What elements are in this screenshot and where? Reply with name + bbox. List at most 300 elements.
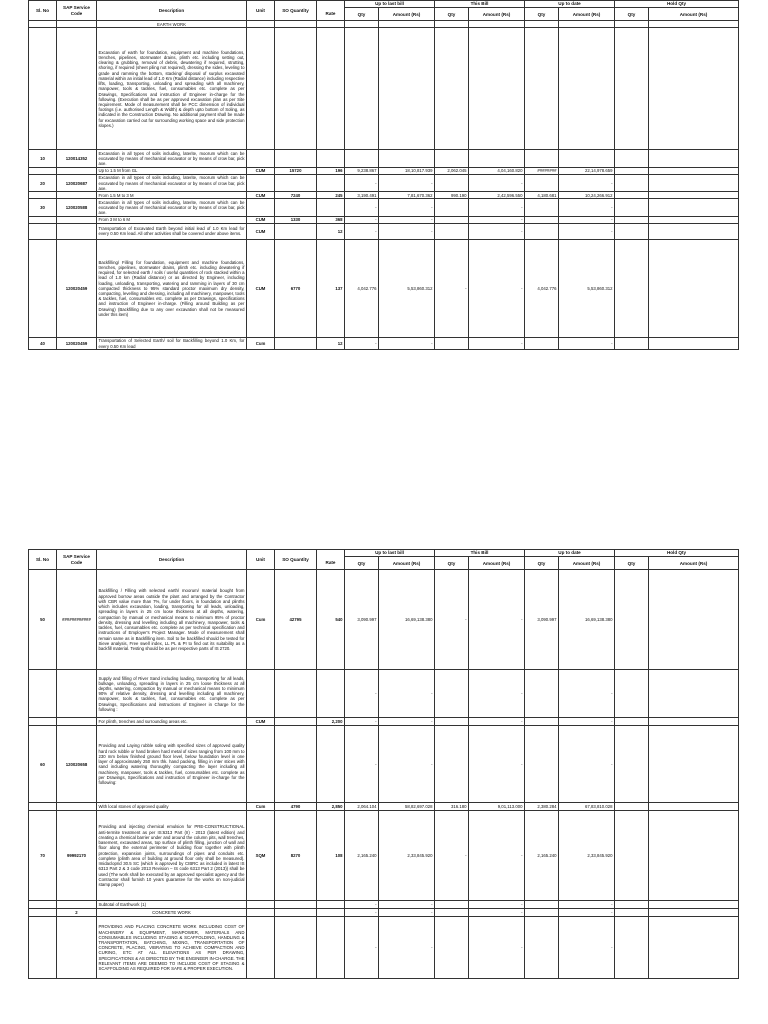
cell-this-qty: [435, 909, 469, 917]
cell-this-amount: -: [469, 917, 525, 979]
cell-todate-qty: 3,090.997: [525, 570, 559, 670]
cell-todate-amount: -: [559, 174, 615, 191]
cell-unit: [247, 199, 275, 216]
header-rate: Rate: [317, 8, 345, 21]
cell-description: Excavation in all types of soils including, laterite, moorum which can be excavated by means of mechanical excavator or by means of crow bar, pick axe.: [98, 199, 245, 216]
cell-this-qty: [435, 917, 469, 979]
cell-this-qty: -: [435, 570, 469, 670]
cell-hold-qty: [615, 909, 649, 917]
cell-todate-qty: 4,042.776: [525, 239, 559, 337]
header-qty: Qty: [615, 8, 649, 21]
cell-rate: [317, 21, 345, 28]
cell-so-quantity: [275, 21, 317, 28]
cell-todate-qty: [525, 150, 559, 167]
cell-hold-qty: [615, 199, 649, 216]
cell-hold-qty: [615, 216, 649, 223]
header-qty: Qty: [525, 8, 559, 21]
cell-so-quantity: [275, 726, 317, 803]
boq-table-block-2: [28, 549, 738, 979]
cell-this-amount: -: [469, 811, 525, 901]
boq-table: [28, 549, 739, 979]
table-row: [29, 174, 739, 191]
cell-todate-amount: 5,53,860.312: [559, 239, 615, 337]
cell-sap-code: ############: [57, 570, 97, 670]
cell-last-amount: -: [379, 337, 435, 349]
cell-sap-code: 120014352: [57, 150, 97, 167]
cell-this-qty: [435, 150, 469, 167]
cell-this-amount: -: [469, 216, 525, 223]
cell-description: Backfilling / Filling with selected earth/ moorum/ material bought from approved borrow areas outside the plant and arranged by the Contractor with CBR value more than 7%, for under floors, in foundation and plinths which includes excavation, loading, transporting for all leads, unloading, spreading in layers in 25 cm loose thickness at all depths, watering, compaction by manual or mechanical means to minimum 95% of proctor density, dressing and levelling including all machinery, manpower, tools & tackles, fuel, consumables etc. complete as per technical specification and instructions of Employer's Project Manager. Mode of measurement shall remain same as in Backfilling item. Soil to be backfilled should be tested for Sieve analysis, Free swell index, LL PL & PI to find out its suitability as a backfill material. Testing should be as per respective parts of IS 2720.: [97, 570, 247, 670]
cell-so-quantity: 6770: [275, 239, 317, 337]
cell-hold-qty: [615, 718, 649, 726]
cell-last-amount: -: [379, 726, 435, 803]
cell-sl-no: [29, 670, 57, 718]
cell-unit: [247, 28, 275, 150]
cell-hold-qty: [615, 21, 649, 28]
cell-hold-amount: [649, 21, 739, 28]
cell-description: Excavation in all types of soils including, laterite, moorum which can be excavated by means of mechanical excavator or by means of crow bar, pick axe.: [98, 175, 245, 191]
cell-sap-code: 120020459: [57, 337, 97, 349]
cell-this-qty: [435, 901, 469, 909]
cell-sl-no: [29, 192, 57, 199]
cell-hold-amount: [649, 726, 739, 803]
cell-sl-no: [29, 21, 57, 28]
cell-this-amount: 4,04,160.820: [469, 167, 525, 174]
cell-unit: CUM: [247, 167, 275, 174]
cell-rate: [317, 917, 345, 979]
cell-unit: [247, 150, 275, 167]
cell-hold-qty: [615, 726, 649, 803]
cell-this-qty: [435, 21, 469, 28]
cell-this-amount: -: [469, 199, 525, 216]
cell-description: EARTH WORK: [97, 21, 247, 28]
header-amount: Amount (Rs): [469, 8, 525, 21]
cell-this-amount: -: [469, 718, 525, 726]
cell-this-qty: [435, 726, 469, 803]
cell-sap-code: 120020588: [57, 199, 97, 216]
cell-todate-amount: -: [559, 726, 615, 803]
cell-last-qty: 2,165.240: [345, 811, 379, 901]
cell-rate: [317, 28, 345, 150]
header-amount: Amount (Rs): [649, 8, 739, 21]
cell-unit: CUM: [247, 216, 275, 223]
cell-this-qty: [435, 216, 469, 223]
cell-this-qty: -: [435, 811, 469, 901]
cell-todate-amount: -: [559, 337, 615, 349]
cell-rate: [317, 901, 345, 909]
cell-todate-amount: -: [559, 670, 615, 718]
cell-todate-qty: [525, 21, 559, 28]
cell-hold-qty: [615, 28, 649, 150]
cell-todate-qty: [525, 223, 559, 239]
cell-sap-code: [57, 718, 97, 726]
cell-so-quantity: 8270: [275, 811, 317, 901]
cell-sl-no: [29, 718, 57, 726]
cell-todate-amount: -: [559, 917, 615, 979]
cell-hold-qty: [615, 917, 649, 979]
table-row: [29, 570, 739, 670]
header-up-to-date: Up to date: [525, 1, 615, 8]
cell-last-qty: [345, 28, 379, 150]
cell-sl-no: 20: [29, 174, 57, 191]
cell-this-qty: 2,062.045: [435, 167, 469, 174]
cell-hold-qty: [615, 803, 649, 811]
cell-sap-code: [57, 192, 97, 199]
cell-todate-qty: [525, 28, 559, 150]
cell-sap-code: [57, 28, 97, 150]
header-qty: Qty: [435, 557, 469, 570]
cell-hold-amount: [649, 223, 739, 239]
cell-description: CONCRETE WORK: [97, 909, 247, 917]
table-row: [29, 167, 739, 174]
cell-sl-no: 30: [29, 199, 57, 216]
cell-last-amount: -: [379, 917, 435, 979]
cell-rate: [317, 150, 345, 167]
cell-last-qty: -: [345, 199, 379, 216]
header-sl-no: Sl. No: [29, 1, 57, 21]
header-this-bill: This Bill: [435, 550, 525, 557]
cell-sap-code: 120020459: [57, 239, 97, 337]
cell-this-amount: -: [469, 901, 525, 909]
cell-last-qty: -: [345, 223, 379, 239]
cell-this-qty: 990.190: [435, 192, 469, 199]
cell-last-qty: [345, 150, 379, 167]
cell-last-qty: 9,238.867: [345, 167, 379, 174]
cell-last-amount: 2,33,845.920: [379, 811, 435, 901]
cell-rate: 245: [317, 192, 345, 199]
table-row: [29, 199, 739, 216]
cell-todate-amount: -: [559, 216, 615, 223]
cell-description: Subtotal of Earthwork (1): [97, 901, 247, 909]
cell-description: Providing and Laying rubble soling with specified sizes of approved quality hard rock rubble or hand broken hard metal of sizes ranging from 100 mm to 230 mm below finished ground floor level, below foundation level in one layer of approximately 250 mm thk. hand packing, filling in inter stices with sand including watering thoroughly compacting the layer including all machinery, manpower, tools & tackles, fuel, consumables etc. complete as per Drawings, Specifications and instruction of Engineer in-charge for the following:: [97, 726, 247, 803]
cell-last-qty: -: [345, 337, 379, 349]
cell-sl-no: [29, 223, 57, 239]
cell-last-qty: -: [345, 216, 379, 223]
cell-todate-qty: 2,165.240: [525, 811, 559, 901]
cell-so-quantity: [275, 28, 317, 150]
cell-todate-qty: [525, 726, 559, 803]
cell-so-quantity: [275, 150, 317, 167]
cell-last-amount: -: [379, 223, 435, 239]
cell-todate-qty: [525, 901, 559, 909]
cell-sl-no: [29, 909, 57, 917]
cell-last-amount: -: [379, 718, 435, 726]
cell-sl-no: 60: [29, 726, 57, 803]
header-amount: Amount (Rs): [379, 557, 435, 570]
cell-hold-amount: [649, 192, 739, 199]
cell-so-quantity: 4790: [275, 803, 317, 811]
cell-last-qty: -: [345, 726, 379, 803]
cell-hold-amount: [649, 28, 739, 150]
cell-hold-amount: [649, 150, 739, 167]
table-row: [29, 223, 739, 239]
cell-todate-amount: -: [559, 718, 615, 726]
header-sl-no: Sl. No: [29, 550, 57, 570]
cell-hold-amount: [649, 337, 739, 349]
header-amount: Amount (Rs): [649, 557, 739, 570]
cell-todate-amount: 2,33,845.920: [559, 811, 615, 901]
cell-last-amount: -: [379, 670, 435, 718]
cell-description: Supply and filling of River Sand including loading, transporting for all leads, bulkage, unloading, spreading in layers in 25 cm loose thickness at all depths, watering, compaction by manual or mechanical means to minimum 90% of relative density, dressing and levelling including all machinery, manpower, tools & tackles, fuel, consumables etc. complete as per Drawings, Specifications and instructions of Engineer in Charge for the following :: [97, 670, 247, 718]
cell-last-amount: 7,81,670.362: [379, 192, 435, 199]
cell-hold-amount: [649, 239, 739, 337]
cell-last-qty: -: [345, 174, 379, 191]
cell-sap-code: 2: [57, 909, 97, 917]
cell-so-quantity: [275, 901, 317, 909]
cell-this-amount: 9,01,113.000: [469, 803, 525, 811]
cell-unit: [247, 21, 275, 28]
table-row: [29, 909, 739, 917]
cell-description: From 1.5 M to 3 M: [97, 192, 247, 199]
cell-hold-amount: [649, 811, 739, 901]
table-row: [29, 192, 739, 199]
cell-sap-code: [57, 216, 97, 223]
cell-todate-qty: ########: [525, 167, 559, 174]
cell-sl-no: [29, 901, 57, 909]
cell-so-quantity: 1330: [275, 216, 317, 223]
cell-todate-qty: [525, 917, 559, 979]
cell-last-amount: -: [379, 199, 435, 216]
cell-this-amount: [469, 21, 525, 28]
cell-rate: [317, 199, 345, 216]
cell-this-amount: [469, 28, 525, 150]
cell-hold-amount: [649, 216, 739, 223]
cell-so-quantity: [275, 909, 317, 917]
cell-sap-code: [57, 21, 97, 28]
cell-todate-amount: -: [559, 901, 615, 909]
cell-rate: [317, 174, 345, 191]
header-qty: Qty: [435, 8, 469, 21]
cell-unit: SQM: [247, 811, 275, 901]
cell-sap-code: 120020687: [57, 174, 97, 191]
cell-todate-amount: -: [559, 223, 615, 239]
cell-sl-no: 10: [29, 150, 57, 167]
table-row: [29, 670, 739, 718]
cell-this-amount: -: [469, 174, 525, 191]
cell-sl-no: 40: [29, 337, 57, 349]
cell-so-quantity: [275, 199, 317, 216]
cell-this-qty: [435, 670, 469, 718]
table-row: [29, 239, 739, 337]
cell-this-amount: -: [469, 670, 525, 718]
cell-so-quantity: [275, 670, 317, 718]
cell-hold-qty: [615, 150, 649, 167]
cell-hold-amount: [649, 917, 739, 979]
cell-sap-code: [57, 167, 97, 174]
cell-rate: 108: [317, 811, 345, 901]
cell-last-amount: 18,10,817.939: [379, 167, 435, 174]
cell-description: From 3 M to 6 M: [97, 216, 247, 223]
cell-unit: [247, 726, 275, 803]
cell-description: Up to 1.5 M from GL: [97, 167, 247, 174]
header-row-1: [29, 550, 739, 557]
cell-todate-qty: [525, 216, 559, 223]
cell-sl-no: [29, 28, 57, 150]
header-amount: Amount (Rs): [379, 8, 435, 21]
table-row: [29, 150, 739, 167]
cell-sl-no: [29, 167, 57, 174]
cell-todate-qty: [525, 718, 559, 726]
table-row: [29, 718, 739, 726]
cell-sap-code: [57, 223, 97, 239]
cell-so-quantity: [275, 718, 317, 726]
cell-hold-qty: [615, 337, 649, 349]
cell-last-qty: -: [345, 901, 379, 909]
header-up-to-last-bill: Up to last bill: [345, 1, 435, 8]
cell-last-amount: -: [379, 901, 435, 909]
cell-last-qty: 4,042.776: [345, 239, 379, 337]
cell-hold-amount: [649, 803, 739, 811]
cell-hold-amount: [649, 909, 739, 917]
cell-rate: 540: [317, 570, 345, 670]
cell-todate-amount: 10,24,266.912: [559, 192, 615, 199]
cell-last-qty: 3,090.997: [345, 570, 379, 670]
cell-hold-amount: [649, 670, 739, 718]
cell-todate-qty: [525, 909, 559, 917]
cell-last-qty: -: [345, 718, 379, 726]
cell-rate: [317, 909, 345, 917]
header-this-bill: This Bill: [435, 1, 525, 8]
header-row-1: [29, 1, 739, 8]
cell-this-amount: -: [469, 570, 525, 670]
cell-todate-qty: 2,380.284: [525, 803, 559, 811]
cell-hold-qty: [615, 811, 649, 901]
cell-description: Backfilling/ Filling for foundation, equipment and machine foundations, trenches, pipelines, stormwater drains, plinth etc. including dewatering if required, for selected earth / soils / useful quantities of rock stacked within a lead of 1.0 km (Radial distance) or as directed by Engineer, including loading, unloading, transporting, watering and ramming in layers of 30 cm compacted thickness to 95% standard proctor maximum dry density, compacting, levelling and dressing, including all machinery, manpower, tools & tackles, fuel, consumables etc. complete as per Drawings, specifications and instruction of Engineer in-charge. (Filling around Building as per Drawing) (Backfilling due to any over excavation shall not be measured under this item): [97, 239, 247, 337]
cell-rate: 137: [317, 239, 345, 337]
header-hold-qty: Hold Qty: [615, 550, 739, 557]
cell-last-amount: -: [379, 174, 435, 191]
cell-this-qty: [435, 337, 469, 349]
cell-description: Transportation of Selected Earth/ soil for Backfilling beyond 1.0 Km, for every 0.50 Km lead: [98, 338, 245, 349]
header-qty: Qty: [615, 557, 649, 570]
cell-this-qty: [435, 174, 469, 191]
cell-last-qty: -: [345, 917, 379, 979]
cell-hold-amount: [649, 901, 739, 909]
cell-todate-amount: 67,83,810.028: [559, 803, 615, 811]
header-description: Description: [97, 1, 247, 21]
cell-hold-qty: [615, 670, 649, 718]
header-so-quantity: SO Quantity: [275, 1, 317, 21]
cell-sap-code: 120020658: [57, 726, 97, 803]
cell-hold-qty: [615, 192, 649, 199]
cell-unit: [247, 901, 275, 909]
cell-rate: 196: [317, 167, 345, 174]
cell-unit: [247, 174, 275, 191]
cell-hold-amount: [649, 570, 739, 670]
cell-unit: CUM: [247, 239, 275, 337]
cell-last-amount: [379, 150, 435, 167]
header-qty: Qty: [345, 8, 379, 21]
header-rate-spacer: [317, 550, 345, 557]
cell-hold-qty: [615, 174, 649, 191]
header-sap-code: SAP Service Code: [57, 1, 97, 21]
cell-this-amount: -: [469, 726, 525, 803]
header-amount: Amount (Rs): [469, 557, 525, 570]
header-amount: Amount (Rs): [559, 8, 615, 21]
header-amount: Amount (Rs): [559, 557, 615, 570]
cell-hold-qty: [615, 223, 649, 239]
cell-so-quantity: 15720: [275, 167, 317, 174]
cell-this-qty: [435, 223, 469, 239]
header-qty: Qty: [525, 557, 559, 570]
header-so-quantity: SO Quantity: [275, 550, 317, 570]
cell-rate: 2,200: [317, 718, 345, 726]
cell-last-amount: 16,69,138.380: [379, 570, 435, 670]
table-row: [29, 216, 739, 223]
cell-last-amount: [379, 28, 435, 150]
cell-last-qty: 2,064.104: [345, 803, 379, 811]
cell-last-qty: -: [345, 909, 379, 917]
cell-last-qty: 3,190.491: [345, 192, 379, 199]
cell-so-quantity: [275, 174, 317, 191]
cell-sap-code: [57, 901, 97, 909]
cell-sl-no: [29, 917, 57, 979]
cell-this-qty: [435, 28, 469, 150]
cell-last-qty: -: [345, 670, 379, 718]
cell-hold-qty: [615, 239, 649, 337]
header-description: Description: [97, 550, 247, 570]
cell-hold-qty: [615, 167, 649, 174]
cell-sap-code: [57, 803, 97, 811]
cell-last-amount: [379, 21, 435, 28]
cell-todate-amount: [559, 28, 615, 150]
cell-this-qty: 316.180: [435, 803, 469, 811]
header-sap-code: SAP Service Code: [57, 550, 97, 570]
cell-so-quantity: [275, 223, 317, 239]
cell-description: Excavation of earth for foundation, equipment and machine foundations, trenches, pipelines, stormwater drains, plinth etc. including setting out, clearing & grubbing, removal of debris, dewatering if required, strutting, shoring, if required (sheet piling not required), dressing the sides, leveling to grade and ramming the bottom, stacking/ disposal of surplus excavated material within an initial lead of 1.0 Km (Radial distance) including respective lifts, loading, transporting, unloading and spreading with all machinery, manpower, tools & tackles, fuel, consumables etc. complete as per Drawings, Specifications and instruction of Engineer in-charge for the following. (Execution shall be as per approved excavation plan as per Site requirement. Mode of measurement shall be PCC dimension of individual footings (i.e. authorised Length & Width) & depth upto bottom of Soling, as indicated in the Construction Drawing. No additional payment shall be made for excavation carried out for surrounding working space and side protection slopes.): [97, 28, 247, 150]
cell-description: PROVIDING AND PLACING CONCRETE WORK INCLUDING COST OF MACHINERY & EQUIPMENT, MANPOWER, MATERIALS AND CONSUMABLES INCLUDING STAGING & SCAFFOLDING, HANDLING & TRANSPORTATION, BATCHING, MIXING, TRANSPORTATION OF CONCRETE, PLACING, VIBRATING TO ACHIEVE COMPACTION AND CURING, ETC AT ALL ELEVATIONS AS PER DRAWING, SPECIFICATIONS & AS DIRECTED BY THE ENGINEER IN-CHARGE. THE RELEVANT ITEMS ARE DEEMED TO INCLUDE COST OF STAGING & SCAFFOLDING AS REQUIRED FOR SAFE & PROPER EXECUTION.: [97, 917, 247, 979]
cell-sl-no: [29, 239, 57, 337]
cell-todate-amount: 22,14,978.659: [559, 167, 615, 174]
cell-sl-no: 70: [29, 811, 57, 901]
cell-todate-amount: [559, 150, 615, 167]
cell-description: For plinth, trenches and surrounding areas etc.: [97, 718, 247, 726]
cell-description: Providing and injecting chemical emulsion for PRE-CONSTRUCTIONAL anti-termite treatment as per IS:6313 Part (II) - 2013 (latest edition) and creating a chemical barrier under and around the column pits, wall trenches, basement, excavated areas, top surface of plinth filling, junction of wall and floor along the external perimeter of building floor together with plinth protection, expansion joints, surroundings of pipes and conduits etc. complete (plinth area of building at ground floor only shall be measured). Imidacloprid 30.5 SC (which is approved by CIBRC as included in latest IS 6313 Part 2 & 3 code 2013 Revision – IS code 6313 Part 2 (2013)) shall be used (The work shall be executed by an approved specialist agency and the Contractor shall furnish 10 years guarantee for the works on non-judicial stamp paper): [97, 811, 247, 901]
cell-sap-code: [57, 917, 97, 979]
table-row: [29, 901, 739, 909]
cell-this-amount: -: [469, 337, 525, 349]
table-row: [29, 811, 739, 901]
table-row: [29, 28, 739, 150]
header-hold-qty: Hold Qty: [615, 1, 739, 8]
table-row: [29, 917, 739, 979]
table-row: [29, 21, 739, 28]
boq-table: [28, 0, 739, 350]
cell-this-amount: -: [469, 223, 525, 239]
cell-todate-amount: [559, 21, 615, 28]
header-rate-spacer: [317, 1, 345, 8]
cell-rate: 2,850: [317, 803, 345, 811]
cell-rate: 12: [317, 337, 345, 349]
cell-this-amount: -: [469, 239, 525, 337]
cell-description: Transportation of Excavated Earth beyond initial lead of 1.0 Km lead for every 0.50 Km lead. All other activities shall be covered under above items.: [97, 223, 247, 239]
cell-unit: [247, 917, 275, 979]
cell-this-qty: [435, 718, 469, 726]
cell-unit: CUM: [247, 718, 275, 726]
cell-sl-no: 50: [29, 570, 57, 670]
cell-todate-qty: 4,180.681: [525, 192, 559, 199]
cell-hold-amount: [649, 718, 739, 726]
cell-unit: [247, 909, 275, 917]
cell-todate-qty: [525, 199, 559, 216]
cell-last-amount: 5,53,860.312: [379, 239, 435, 337]
cell-unit: Cum: [247, 803, 275, 811]
cell-this-qty: -: [435, 239, 469, 337]
cell-last-qty: [345, 21, 379, 28]
table-body: [29, 570, 739, 979]
cell-todate-amount: -: [559, 199, 615, 216]
table-row: [29, 337, 739, 349]
